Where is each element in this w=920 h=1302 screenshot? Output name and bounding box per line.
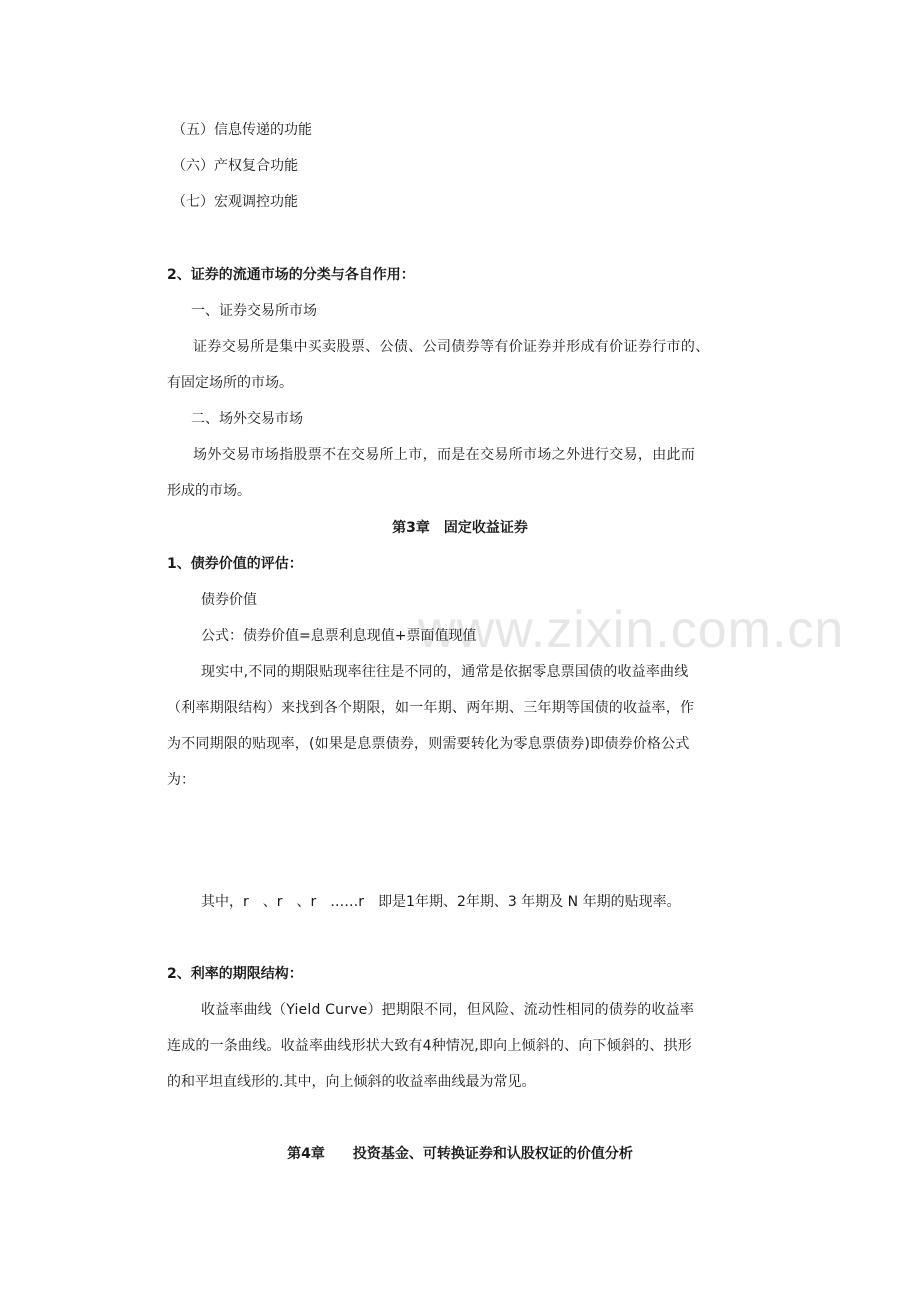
paragraph-line: 有固定场所的市场。 — [167, 375, 293, 391]
definition-prefix: 其中，r — [201, 894, 249, 910]
definition-r2: 、r — [262, 894, 283, 910]
paragraph-line: 为不同期限的贴现率，(如果是息票债券，则需要转化为零息票债券)即债券价格公式 — [167, 736, 690, 752]
definition-suffix: 即是1年期、2年期、3 年期及 N 年期的贴现率。 — [378, 894, 681, 910]
formula-image-placeholder — [167, 800, 767, 870]
paragraph-line: 现实中,不同的期限贴现率往往是不同的，通常是依据零息票国债的收益率曲线 — [201, 664, 689, 680]
definition-r3: 、r — [296, 894, 317, 910]
paragraph-line: 证券交易所是集中买卖股票、公债、公司债券等有价证券并形成有价证券行市的、 — [193, 339, 710, 355]
definition-ellipsis: ……r — [330, 894, 365, 910]
paragraph-line: 的和平坦直线形的.其中，向上倾斜的收益率曲线最为常见。 — [167, 1074, 536, 1090]
formula-text: 公式：债券价值=息票利息现值+票面值现值 — [201, 628, 477, 644]
paragraph-line: 为： — [167, 772, 195, 788]
list-item: （六）产权复合功能 — [172, 158, 298, 174]
definition-line — [201, 892, 681, 912]
paragraph-line: 场外交易市场指股票不在交易所上市，而是在交易所市场之外进行交易，由此而 — [193, 447, 696, 463]
watermark: www.zixin.com.cn — [418, 601, 845, 659]
section-heading: 1、债券价值的评估： — [167, 556, 303, 572]
chapter-title: 第3章 固定收益证券 — [392, 520, 528, 536]
chapter-title: 第4章 投资基金、可转换证券和认股权证的价值分析 — [287, 1146, 633, 1162]
subsection-title: 二、场外交易市场 — [191, 411, 303, 427]
paragraph-line: 收益率曲线（Yield Curve）把期限不同，但风险、流动性相同的债券的收益率 — [201, 1002, 695, 1018]
section-heading: 2、利率的期限结构： — [167, 966, 303, 982]
list-item: （五）信息传递的功能 — [172, 122, 312, 138]
paragraph-line: 连成的一条曲线。收益率曲线形状大致有4种情况,即向上倾斜的、向下倾斜的、拱形 — [167, 1038, 692, 1054]
paragraph-line: 债券价值 — [201, 592, 257, 608]
subsection-title: 一、证券交易所市场 — [191, 303, 317, 319]
section-heading: 2、证券的流通市场的分类与各自作用： — [167, 267, 415, 283]
paragraph-line: 形成的市场。 — [167, 483, 251, 499]
list-item: （七）宏观调控功能 — [172, 194, 298, 210]
paragraph-line: （利率期限结构）来找到各个期限，如一年期、两年期、三年期等国债的收益率，作 — [167, 700, 695, 716]
